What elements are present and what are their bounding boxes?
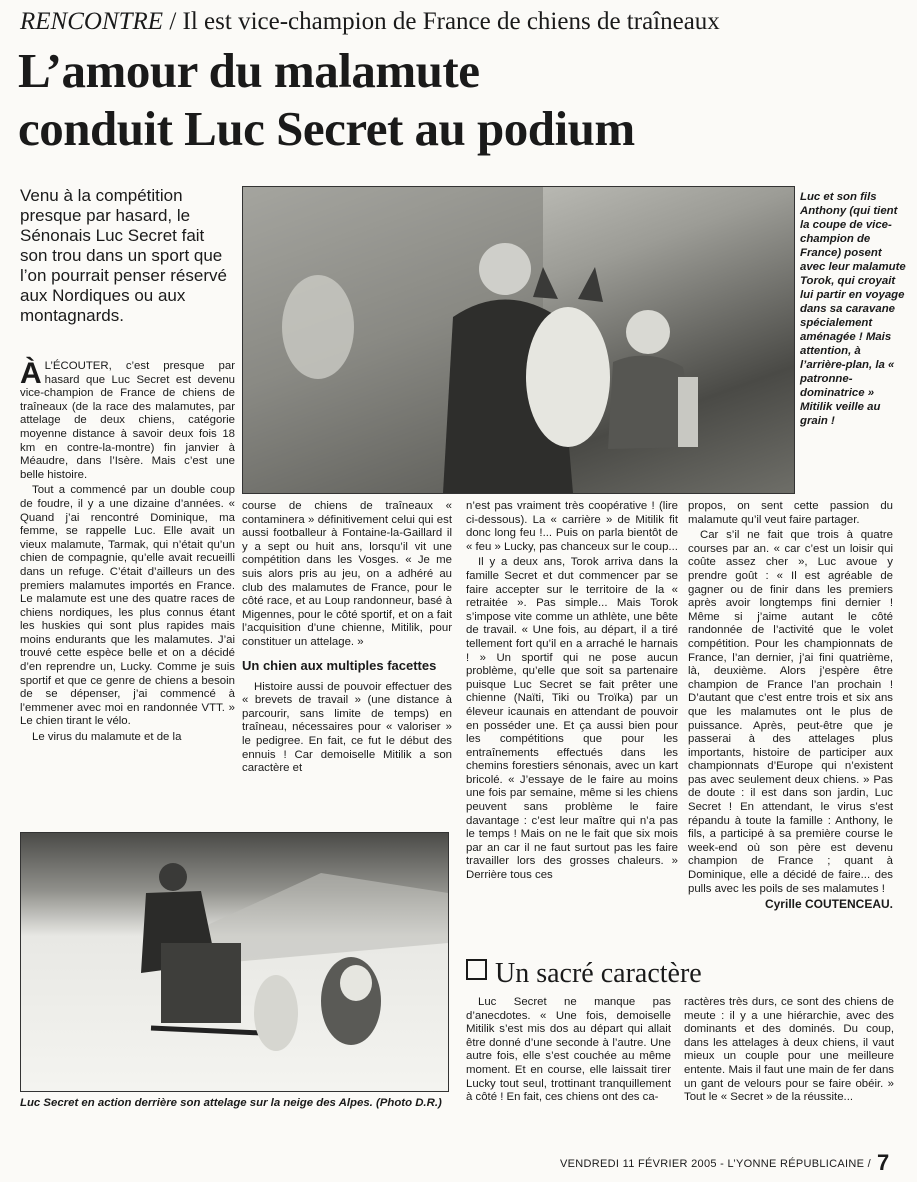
- article-paragraph: [20, 357, 235, 482]
- article-paragraph: Il y a deux ans, Torok arriva dans la famille Secret et dut commencer par se faire accepter sur le territoire de la « retraitée ». Pas simple... Mais Torok s’impose vite comme un athlète, une bête de travail. « Une fois, au départ, il a tiré tellement fort qu’il en a arraché le harnais ! » Un sportif qui ne pose aucun problème, qu’elle que soit sa partenaire puisque Luc Secret se fait prêter une chienne (Naïti, Tiki ou Troïka) par un éleveur icaunais en attendant de pouvoir en posséder une. Et ça aussi bien pour les compétitions que pour les entraînements effectués dans les chemins forestiers sénonais, avec un kart bricolé. « J’essaye de le faire au moins une fois par semaine, même si les chiens peuvent sans problème le faire davantage : c’est leur maître qui n’a pas le temps ! Mais on ne le fait que six mois par an car il ne faut surtout pas les faire travailler lors des grosses chaleurs. » Derrière tous ces: [466, 556, 678, 882]
- article-paragraph: Car s’il ne fait que trois à quatre courses par an. « car c’est un loisir qui coûte assez cher », Luc avoue y prendre goût : « Il est agréable de gagner ou de finir dans les premiers après avoir longtemps fini dernier ! Même si j’aime autant le côté randonnée de l’activité que le volet compétition. Pour les championnats de France, l’an dernier, j’ai fini quatrième, là, deuxième. Alors j’espère être champion de France l’an prochain ! D’autant que c’est entre trois et six ans que les malamutes ont le plus de puissance. Après, peut-être que je passerai à des attelages plus importants, histoire de participer aux championnats d’Europe qui n’existent pas avec seulement deux chiens. » Pas de doute : il est dans son jardin, Luc Secret ! En attendant, le virus s’est répandu à toute la famille : Anthony, le fils, a participé à sa première course le week-end où son père est devenu champion de France ; quant à Dominique, elle a décidé de faire... des pulls avec les poils de ses malamutes !: [688, 529, 893, 895]
- page-footer: [560, 1150, 890, 1176]
- photo-illustration: [21, 833, 448, 1091]
- chapo: Venu à la compétition presque par hasard, le Sénonais Luc Secret fait son trou dans un sport que l’on pourrait penser réservé aux Nordiques ou aux montagnards.: [20, 186, 227, 325]
- article-column-1: [20, 357, 235, 747]
- article-paragraph: propos, on sent cette passion du malamute qu’il veut faire partager.: [688, 500, 893, 526]
- box-paragraph: ractères très durs, ce sont des chiens de meute : il y a une hiérarchie, avec des dominants et des dominés. Du coup, dans les attelages à deux chiens, il vaut mieux un couple pour une meilleure entente. Mais il faut une main de fer dans un gant de velours pour se faire obéir. » Tout le « Secret » de la réussite...: [684, 996, 894, 1104]
- box-column-2: [684, 996, 894, 1107]
- box-paragraph: Luc Secret ne manque pas d’anecdotes. « Une fois, demoiselle Mitilik s’est mis dos au départ qui allait être donné d’une seconde à l’autre. Une autre fois, elle s’est couchée au même moment. Et en course, elle laissait tirer Lucky tout seul, trottinant tranquillement à côté ! En fait, ces chiens ont des ca-: [466, 996, 671, 1104]
- photo-family-malamute: [242, 186, 795, 494]
- photo-illustration: [243, 187, 794, 493]
- paragraph-text: L’ÉCOUTER, c’est presque par hasard que Luc Secret est devenu vice-champion de France de chiens de traîneaux (de la race des malamutes, par attelage de deux chiens, catégorie moyenne distance à savoir deux fois 18 km en contre-la-montre) fin janvier à Méaudre, dans l’Isère. Mais c’est une belle histoire.: [20, 360, 235, 481]
- kicker-rubric: RENCONTRE: [20, 8, 164, 35]
- article-subhead: Un chien aux multiples facettes: [242, 657, 437, 673]
- kicker: [20, 8, 720, 36]
- photo-main-caption: Luc et son fils Anthony (qui tient la coupe de vice-champion de France) posent avec leur malamute Torok, qui croyait lui partir en voyage dans sa caravane spécialement aménagée ! Mais attention, à l’arrière-plan, la « patronne-dominatrice » Mitilik veille au grain !: [800, 191, 906, 427]
- article-column-3: [466, 500, 678, 885]
- author-signature: Cyrille COUTENCEAU.: [764, 897, 893, 912]
- box-title-text: Un sacré caractère: [495, 958, 702, 989]
- headline-line-1: L’amour du malamute: [18, 43, 480, 98]
- headline: [18, 42, 908, 158]
- article-paragraph: n’est pas vraiment très coopérative ! (lire ci-dessous). La « carrière » de Mitilik fit donc long feu !... Puis on parla bientôt de « feu » Lucky, pas chanceux sur le coup...: [466, 500, 678, 553]
- page-number: 7: [876, 1150, 890, 1175]
- article-column-4: [688, 500, 893, 912]
- article-paragraph: Histoire aussi de pouvoir effectuer des « brevets de travail » (une distance à parcourir, sans limite de temps) en traîneau, nécessaires pour « valoriser » le pedigree. En fait, ce fut le début des ennuis ! Car demoiselle Mitilik a son caractère et: [242, 680, 452, 775]
- footer-date-publication: VENDREDI 11 FÉVRIER 2005 - L’YONNE RÉPUBLICAINE /: [560, 1158, 871, 1170]
- box-column-1: [466, 996, 671, 1107]
- article-paragraph: Le virus du malamute et de la: [32, 731, 182, 744]
- kicker-subtitle: Il est vice-champion de France de chiens de traîneaux: [182, 8, 720, 35]
- photo-sled-race: [20, 832, 449, 1092]
- photo-sled-caption: Luc Secret en action derrière son attelage sur la neige des Alpes. (Photo D.R.): [20, 1097, 442, 1109]
- box-title: [466, 958, 702, 990]
- kicker-separator: /: [163, 8, 183, 35]
- checkbox-square-icon: [466, 959, 487, 980]
- headline-line-2: conduit Luc Secret au podium: [18, 101, 635, 156]
- article-column-2: [242, 500, 452, 778]
- article-paragraph: Tout a commencé par un double coup de foudre, il y a une dizaine d’années. « Quand j’ai rencontré Dominique, ma femme, se rappelle Luc. Elle avait un vieux malamute, Tarmak, qui n’était qu’un chien de compagnie, qu’elle avait recueilli dans un refuge. C’était d’ailleurs un des premiers malamutes importés en France. Le malamute est une des quatre races de chiens nordiques, les plus connus étant les huskies qui sont plus rapides mais moins endurants que les malamutes. J’ai trouvé cette espèce belle et on a décidé d’en reprendre un, Lucky. Comme je suis sportif et que ce genre de chiens a besoin de se dépenser, j’ai commencé à l’emmener avec moi en randonnée VTT. » Le chien tirant le vélo.: [20, 484, 235, 728]
- drop-cap: À: [20, 357, 42, 390]
- article-paragraph: course de chiens de traîneaux « contaminera » définitivement celui qui est aussi footballeur à Fontaine-la-Gaillard il y a sept ou huit ans, lorsqu’il vit une compétition dans les Vosges. « Je me suis alors pris au jeu, on a adhéré au club des malamutes de France, pour le côté race, et au Loup randonneur, basé à Migennes, pour le côté sportif, et on a fait l’acquisition d’une chienne, Mitilik, pour constituer un attelage. »: [242, 500, 452, 648]
